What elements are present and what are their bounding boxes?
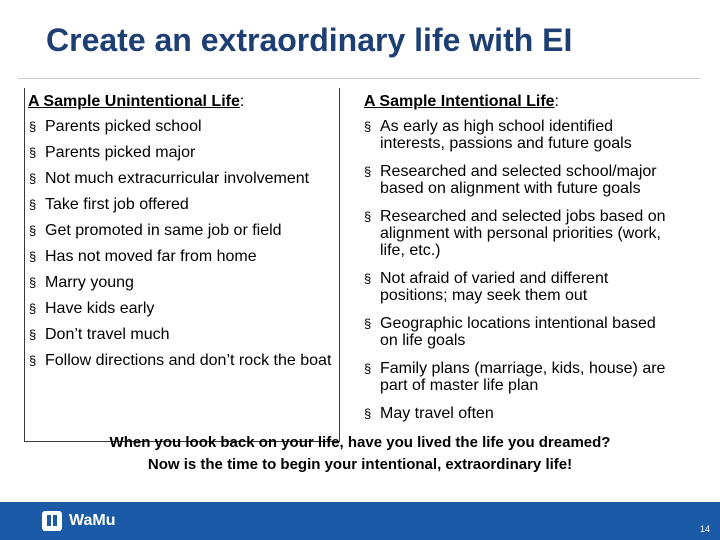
- list-item-text: As early as high school identified interests, passions and future goals: [380, 118, 632, 152]
- unintentional-life-heading: [25, 92, 339, 111]
- list-item-text: Has not moved far from home: [45, 248, 257, 265]
- closing-line-2: Now is the time to begin your intentional, extraordinary life!: [147, 456, 573, 473]
- list-item-text: Don’t travel much: [45, 326, 170, 343]
- list-item: [360, 208, 672, 259]
- list-item: [25, 170, 339, 187]
- bullet-icon: §: [364, 119, 372, 134]
- list-item: [25, 222, 339, 239]
- bullet-icon: §: [29, 327, 37, 342]
- list-item: [360, 163, 672, 197]
- list-item: [25, 352, 339, 369]
- intentional-life-list: [360, 118, 672, 422]
- bullet-icon: §: [364, 164, 372, 179]
- list-item-text: Family plans (marriage, kids, house) are part of master life plan: [380, 360, 666, 394]
- bullet-icon: §: [29, 145, 37, 160]
- wamu-logo-text: WaMu: [69, 512, 116, 529]
- list-item-text: Marry young: [45, 274, 134, 291]
- list-item-text: Researched and selected school/major based on alignment with future goals: [380, 163, 657, 197]
- list-item-text: Not much extracurricular involvement: [45, 170, 310, 187]
- page-number: 14: [699, 524, 710, 534]
- list-item: [25, 118, 339, 135]
- wamu-logo-icon: [42, 511, 62, 531]
- bullet-icon: §: [29, 353, 37, 368]
- list-item: [25, 326, 339, 343]
- slide-title: Create an extraordinary life with EI: [46, 22, 573, 58]
- unintentional-heading-text: A Sample Unintentional Life: [28, 93, 240, 110]
- list-item-text: Follow directions and don’t rock the boat: [45, 352, 332, 369]
- bullet-icon: §: [29, 223, 37, 238]
- heading-colon: :: [554, 93, 559, 110]
- list-item: [360, 270, 672, 304]
- list-item: [25, 300, 339, 317]
- list-item-text: May travel often: [380, 405, 494, 422]
- list-item-text: Geographic locations intentional based on life goals: [380, 315, 656, 349]
- closing-line-1: When you look back on your life, have you lived the life you dreamed?: [109, 434, 611, 451]
- title-divider: [18, 78, 700, 79]
- list-item-text: Have kids early: [45, 300, 155, 317]
- list-item-text: Take first job offered: [45, 196, 189, 213]
- list-item: [360, 405, 672, 422]
- list-item-text: Not afraid of varied and different positions; may seek them out: [380, 270, 609, 304]
- wamu-logo: [42, 511, 116, 531]
- list-item-text: Researched and selected jobs based on alignment with personal priorities (work, life, etc.): [380, 208, 666, 259]
- closing-statement: [0, 432, 720, 476]
- list-item: [25, 274, 339, 291]
- list-item-text: Parents picked major: [45, 144, 196, 161]
- list-item: [25, 144, 339, 161]
- bullet-icon: §: [29, 119, 37, 134]
- unintentional-life-list: [25, 118, 339, 369]
- list-item: [25, 196, 339, 213]
- bullet-icon: §: [29, 275, 37, 290]
- list-item: [360, 315, 672, 349]
- bullet-icon: §: [364, 209, 372, 224]
- bullet-icon: §: [29, 301, 37, 316]
- list-item-text: Parents picked school: [45, 118, 202, 135]
- list-item: [25, 248, 339, 265]
- bullet-icon: §: [364, 406, 372, 421]
- footer-bar: [0, 502, 720, 540]
- list-item-text: Get promoted in same job or field: [45, 222, 282, 239]
- bullet-icon: §: [29, 249, 37, 264]
- bullet-icon: §: [29, 171, 37, 186]
- intentional-life-column: [360, 88, 672, 442]
- bullet-icon: §: [29, 197, 37, 212]
- bullet-icon: §: [364, 361, 372, 376]
- bullet-icon: §: [364, 271, 372, 286]
- intentional-heading-text: A Sample Intentional Life: [364, 93, 555, 110]
- list-item: [360, 360, 672, 394]
- heading-colon: :: [239, 93, 245, 110]
- unintentional-life-column: [24, 88, 340, 442]
- bullet-icon: §: [364, 316, 372, 331]
- intentional-life-heading: [360, 92, 672, 111]
- list-item: [360, 118, 672, 152]
